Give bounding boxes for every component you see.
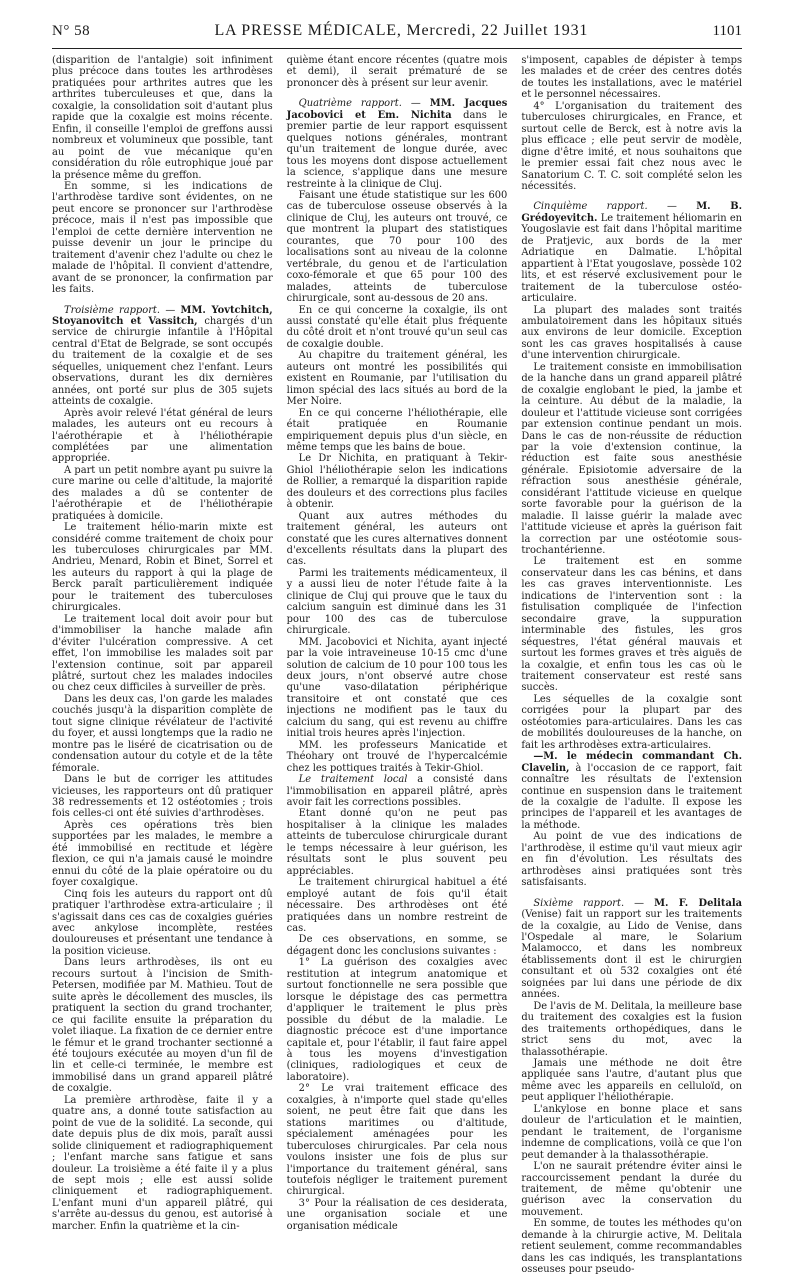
column-right: [521, 55, 743, 1276]
paragraph-text: Au point de vue des indications de l'arthrodèse, il estime qu'il vaut mieux agir en fin d'évolution. Les résultats des arthrodèses ainsi pratiquées sont très satisfaisants.: [521, 831, 743, 889]
page-header: [52, 22, 742, 48]
paragraph-text: Le traitement consiste en immobilisation de la hanche dans un grand appareil plâtré de coxalgie englobant le pied, la jambe et la ceinture. Au début de la maladie, la douleur et l'attitude vicieuse sont corrigées par extension continue pendant un mois. Dans le cas de non-réussite de réduction par la voie d'extension continue, la réduction est faite sous anesthésie générale. Episiotomie adversaire de la réfraction sous anesthésie générale, considérant l'attitude vicieuse en quelque sorte favorable pour la guérison de la maladie. Il laisse guérir la malade avec l'attitude vicieuse et après la guérison fait la correction par une ostéotomie sous-trochantérienne.: [521, 361, 743, 557]
paragraph: [287, 957, 508, 1083]
paragraph: [287, 808, 508, 877]
author-names: M. B. Grédoyevitch.: [521, 201, 743, 224]
paragraph-text: (disparition de l'antalgie) soit infiniment plus précoce dans toutes les arthrodèses pratiquées pour arthrites autres que les arthrites tuberculeuses et que, dans la coxalgie, la consolidation soit d'autant plus rapide que la coxalgie est moins récente. Enfin, il conseille l'emploi de greffons aussi nombreux et volumineux que possible, tant au point de vue mécanique qu'en considération du rôle eutrophique joué par la présence même du greffon.: [52, 55, 273, 181]
header-rule: [52, 48, 742, 49]
report-title: Sixième rapport.: [533, 897, 625, 909]
paragraph: [287, 55, 508, 89]
paragraph-text: dans le premier partie de leur rapport esquissent quelques notions générales, montrant qu'un traitement de longue durée, avec tous les moyens dont dispose actuellement la science, s'applique dans une mesure restreinte à la clinique de Cluj.: [286, 109, 508, 190]
paragraph-text: Le traitement local doit avoir pour but d'immobiliser la hanche malade afin d'éviter l'ulcération compressive. A cet effet, l'on immobilise les malades soit par l'extension continue, soit par appareil plâtré, surtout chez les malades indociles ou chez ceux difficiles à surveiller de près.: [52, 613, 273, 694]
paragraph: [521, 305, 742, 362]
paragraph: [52, 694, 273, 774]
paragraph: [521, 831, 742, 888]
paragraph: [52, 1095, 273, 1232]
paragraph: [52, 774, 273, 820]
report-title: Troisième rapport.: [64, 304, 161, 316]
paragraph: [287, 408, 508, 454]
paragraph-text: Après avoir relevé l'état général de leurs malades, les auteurs ont eu recours à l'aérothérapie et à l'héliothérapie complétées par une alimentation appropriée.: [52, 407, 273, 465]
paragraph-text: Le traitement chirurgical habituel a été employé autant de fois qu'il était nécessaire. Des arthrodèses ont été pratiquées dans un nombre restreint de cas.: [286, 877, 508, 934]
author-names: MM. Yovtchitch, Stoyanovitch et Vassitch,: [52, 304, 273, 327]
paragraph-text: La plupart des malades sont traités ambulatoirement dans les hôpitaux situés aux environs de leur domicile. Exception sont les cas graves hospitalisés à cause d'une intervention chirurgicale.: [521, 304, 743, 362]
paragraph: [52, 820, 273, 889]
paragraph-text: 2° Le vrai traitement efficace des coxalgies, à n'importe quel stade qu'elles soient, ne peut être fait que dans les stations maritimes ou d'altitude, spécialement aménagées pour les tuberculoses chirurgicales. Par cela nous voulons insister une fois de plus sur l'importance du traitement général, sans toutefois négliger le traitement purement chirurgical.: [286, 1083, 508, 1198]
paragraph: [287, 1198, 508, 1232]
paragraph: Troisième rapport. — MM. Yovtchitch, Stoyanovitch et Vassitch, chargés d'un service de chirurgie infantile à l'Hôpital central d'Etat de Belgrade, se sont occupés du traitement de la coxalgie et de ses séquelles, uniquement chez l'enfant. Leurs observations, durant les dix dernières années, ont porté sur plus de 305 sujets atteints de coxalgie.: [52, 304, 273, 408]
paragraph: [521, 1001, 742, 1058]
paragraph-text: s'imposent, capables de dépister à temps les malades et de créer des centres dotés de toutes les installations, avec le matériel et le personnel nécessaires.: [521, 55, 743, 101]
column-left: [52, 55, 273, 1232]
paragraph: [287, 740, 508, 774]
paragraph: [52, 614, 273, 694]
paragraph: [521, 1161, 742, 1218]
paragraph-text: Jamais une méthode ne doit être appliquée sans l'autre, d'autant plus que même avec les appareils en celluloïd, on peut appliquer l'héliothérapie.: [521, 1057, 743, 1104]
paragraph: [521, 694, 742, 751]
author-names: MM. Jacques Jacobovici et Em. Nichita: [286, 98, 508, 121]
paragraph: [287, 568, 508, 637]
report-title: Quatrième rapport.: [298, 98, 402, 110]
paragraph: [287, 1083, 508, 1198]
paragraph: [521, 101, 742, 193]
paragraph-text: MM. les professeurs Manicatide et Théohary ont trouvé de l'hypercalcémie chez les pottiques traités à Tekir-Ghiol.: [286, 739, 508, 774]
paragraph-text: De l'avis de M. Delitala, la meilleure base du traitement des coxalgies est la fusion des traitements orthopédiques, dans le strict sens du mot, avec la thalassothérapie.: [521, 1000, 743, 1058]
paragraph: [52, 889, 273, 958]
paragraph: [52, 465, 273, 522]
paragraph: [52, 181, 273, 296]
paragraph-text: 4° L'organisation du traitement des tuberculoses chirurgicales, en France, et surtout celle de Berck, est à notre avis la plus efficace ; elle peut servir de modèle, digne d'être imité, et nous souhaitons que le premier essai fait chez nous avec le Sanatorium C. T. C. soit complété selon les nécessités.: [521, 100, 743, 192]
paragraph: [52, 408, 273, 465]
paragraph-text: Dans le but de corriger les attitudes vicieuses, les rapporteurs ont dû pratiquer 38 redressements et 12 ostéotomies ; trois fois celles-ci ont été suivies d'arthrodèses.: [52, 774, 273, 820]
paragraph-text: Les séquelles de la coxalgie sont corrigées pour la plupart par des ostéotomies para-articulaires. Dans les cas de mobilités douloureuses de la hanche, on fait les arthrodèses extra-articulaires.: [521, 693, 743, 751]
paragraph: [287, 877, 508, 934]
text-columns: [52, 55, 743, 1276]
paragraph-text: Le traitement hélio-marin mixte est considéré comme traitement de choix pour les tuberculoses chirurgicales par MM. Andrieu, Menard, Robin et Binet, Sorrel et les auteurs du rapport à qui la plage de Berck paraît particulièrement indiquée pour le traitement des tuberculoses chirurgicales.: [52, 522, 273, 614]
paragraph: Quatrième rapport. — MM. Jacques Jacobovici et Em. Nichita dans le premier partie de leur rapport esquissent quelques notions générales, montrant qu'un traitement de longue durée, avec tous les moyens dont dispose actuellement la science, s'applique dans une mesure restreinte à la clinique de Cluj.: [286, 98, 508, 190]
paragraph: [52, 957, 273, 1094]
paragraph: [52, 55, 273, 181]
paragraph-text: a consisté dans l'immobilisation en appareil plâtré, après avoir fait les corrections possibles.: [286, 774, 508, 808]
paragraph: [521, 1218, 742, 1275]
paragraph: [287, 637, 508, 740]
paragraph: [287, 774, 508, 808]
paragraph: [521, 1104, 742, 1161]
paragraph: [521, 55, 742, 101]
author-names: —M. le médecin commandant Ch. Clavelin,: [521, 751, 743, 774]
paragraph: [52, 522, 273, 614]
paragraph: [521, 751, 742, 831]
paragraph-text: 3° Pour la réalisation de ces desiderata, une organisation sociale et une organisation médicale: [286, 1197, 508, 1232]
paragraph-text: L'on ne saurait prétendre éviter ainsi le raccourcissement pendant la durée du traitement, de même qu'obtenir une guérison avec la conservation du mouvement.: [521, 1161, 743, 1218]
paragraph: [521, 362, 742, 557]
issue-number: N° 58: [52, 23, 91, 39]
paragraph-text: Dans leurs arthrodèses, ils ont eu recours surtout à l'incision de Smith-Petersen, modifiée par M. Mathieu. Tout de suite après le décollement des muscles, ils pratiquent la section du grand trochanter, ce qui facilite ensuite la préparation du volet iliaque. La fixation de ce dernier entre le fémur et le grand trochanter sectionné a été toujours exécutée au moyen d'un fil de lin et celle-ci terminée, le membre est immobilisé dans un grand appareil plâtré de coxalgie.: [52, 957, 273, 1095]
paragraph-text: Le traitement est en somme conservateur dans les cas bénins, et dans les cas graves interventionniste. Les indications de l'intervention sont : la fistulisation compliquée de l'infection secondaire grave, la suppuration interminable des fistules, les gros séquestres, l'état général mauvais et surtout les formes graves et très aiguës de la coxalgie, et enfin tous les cas où le traitement conservateur est resté sans succès.: [521, 556, 743, 694]
paragraph: [287, 190, 508, 305]
paragraph-text: L'ankylose en bonne place et sans douleur de l'articulation et le maintien, pendant le traitement, de l'organisme indemne de complications, voilà ce que l'on peut demander à la thalassothérapie.: [521, 1103, 743, 1161]
paragraph-text: A part un petit nombre ayant pu suivre la cure marine ou celle d'altitude, la majorité des malades a dû se contenter de l'aérothérapie et de l'héliothérapie pratiquées à domicile.: [52, 464, 273, 522]
paragraph-text: Au chapitre du traitement général, les auteurs ont montré les possibilités qui existent en Roumanie, par l'utilisation du limon spécial des lacs situés au bord de la Mer Noire.: [286, 350, 508, 408]
paragraph-text: Le traitement héliomarin en Yougoslavie est fait dans l'hôpital maritime de Pratjevic, aux bords de la mer Adriatique en Dalmatie. L'hôpital appartient à l'Etat yougoslave, possède 102 lits, et est réservé exclusivement pour le traitement de la tuberculose ostéo-articulaire.: [521, 212, 743, 305]
paragraph-text: Faisant une étude statistique sur les 600 cas de tuberculose osseuse observés à la clinique de Cluj, les auteurs ont trouvé, ce que montrent la plupart des statistiques courantes, que 70 pour 100 des localisations sont au niveau de la colonne vertébrale, du genou et de l'articulation coxo-fémorale et que 65 pour 100 des malades, atteints de tuberculose chirurgicale, sont au-dessous de 20 ans.: [286, 189, 508, 305]
paragraph: [287, 934, 508, 957]
paragraph-text: Le Dr Nichita, en pratiquant à Tekir-Ghiol l'héliothérapie selon les indications de Rollier, a remarqué la disparition rapide des douleurs et des corrections plus faciles à obtenir.: [286, 453, 508, 511]
paragraph-text: La première arthrodèse, faite il y a quatre ans, a donné toute satisfaction au point de vue de la solidité. La seconde, qui date depuis plus de dix mois, paraît aussi solide cliniquement et radiographiquement ; l'enfant marche sans fatigue et sans douleur. La troisième a été faite il y a plus de sept mois ; elle est aussi solide cliniquement et radiographiquement. L'enfant muni d'un appareil plâtré, qui s'arrête au-dessus du genou, est autorisé à marcher. Enfin la quatrième et la cin-: [52, 1094, 273, 1232]
paragraph: [521, 1058, 742, 1104]
paragraph: Cinquième rapport. — M. B. Grédoyevitch. Le traitement héliomarin en Yougoslavie est fait dans l'hôpital maritime de Pratjevic, aux bords de la mer Adriatique en Dalmatie. L'hôpital appartient à l'Etat yougoslave, possède 102 lits, et est réservé exclusivement pour le traitement de la tuberculose ostéo-articulaire.: [521, 201, 743, 305]
paragraph-text: Dans les deux cas, l'on garde les malades couchés jusqu'à la disparition complète de tout signe clinique révélateur de l'activité du foyer, et aussi longtemps que la radio ne montre pas le liséré de cicatrisation ou de condensation autour du cotyle et de la tête fémorale.: [52, 693, 273, 774]
paragraph-text: En somme, si les indications de l'arthrodèse tardive sont évidentes, on ne peut encore se prononcer sur l'arthrodèse précoce, mais il n'est pas impossible que l'emploi de cette dernière intervention ne puisse devenir un jour le principe du traitement d'avenir chez l'adulte ou chez le malade de l'hôpital. Il convient d'attendre, avant de se prononcer, la confirmation par les faits.: [52, 180, 273, 296]
paragraph-text: chargés d'un service de chirurgie infantile à l'Hôpital central d'Etat de Belgrade, se sont occupés du traitement de la coxalgie et de ses séquelles, uniquement chez l'enfant. Leurs observations, durant les dix dernières années, ont porté sur plus de 305 sujets atteints de coxalgie.: [52, 315, 273, 408]
paragraph: Sixième rapport. — M. F. Delitala (Venise) fait un rapport sur les traitements de la coxalgie, au Lido de Venise, dans l'Ospedale al mare, le Solarium Malamocco, et dans les nombreux établissements dont il est le chirurgien consultant et où 532 coxalgies ont été soignées par lui dans une période de dix années.: [521, 897, 743, 1001]
author-names: M. F. Delitala: [654, 897, 743, 909]
paragraph-text: De ces observations, en somme, se dégagent donc les conclusions suivantes :: [286, 934, 508, 957]
paragraph-text: En ce qui concerne l'héliothérapie, elle était pratiquée en Roumanie empiriquement depuis plus d'un siècle, en même temps que les bains de boue.: [286, 407, 508, 453]
paragraph-text: En ce qui concerne la coxalgie, ils ont aussi constaté qu'elle était plus fréquente du côté droit et n'ont trouvé qu'un seul cas de coxalgie double.: [286, 304, 508, 350]
paragraph-text: quième étant encore récentes (quatre mois et demi), il serait prématuré de se prononcer dès à présent sur leur avenir.: [286, 55, 508, 89]
paragraph-text: Quant aux autres méthodes du traitement général, les auteurs ont constaté que les cures alternatives donnent d'excellents résultats dans la plupart des cas.: [286, 510, 508, 568]
publication-title: LA PRESSE MÉDICALE, Mercredi, 22 Juillet 1931: [214, 22, 589, 39]
report-title: Le traitement local: [298, 774, 408, 786]
column-middle: [286, 55, 508, 1232]
paragraph-text: En somme, de toutes les méthodes qu'on demande à la chirurgie active, M. Delitala retient seulement, comme recommandables dans les cas indiqués, les transplantations osseuses pour pseudo-: [521, 1218, 743, 1276]
report-title: Cinquième rapport.: [533, 201, 648, 213]
paragraph-text: MM. Jacobovici et Nichita, ayant injecté par la voie intraveineuse 10-15 cmc d'une solution de calcium de 10 pour 100 tous les deux jours, n'ont observé autre chose qu'une vaso-dilatation périphérique transitoire et ont constaté que ces injections ne modifient pas le taux du calcium du sang, qui est revenu au chiffre initial trois heures après l'injection.: [286, 636, 508, 740]
paragraph-text: 1° La guérison des coxalgies avec restitution at integrum anatomique et surtout fonctionnelle ne sera possible que lorsque le dépistage des cas permettra d'appliquer le traitement le plus près possible du début de la maladie. Le diagnostic précoce est d'une importance capitale et, pour l'établir, il faut faire appel à tous les moyens d'investigation (cliniques, radiologiques et ceux de laboratoire).: [286, 957, 508, 1083]
paragraph-text: Cinq fois les auteurs du rapport ont dû pratiquer l'arthrodèse extra-articulaire ; il s'agissait dans ces cas de coxalgies guéries avec ankylose incomplète, restées douloureuses et présentant une tendance à la position vicieuse.: [52, 888, 273, 957]
paragraph: [521, 556, 742, 693]
paragraph-text: Etant donné qu'on ne peut pas hospitaliser à la clinique les malades atteints de tuberculose chirurgicale durant le temps nécessaire à leur guérison, les résultats sont le plus souvent peu appréciables.: [286, 808, 508, 877]
paragraph: [287, 511, 508, 568]
paragraph-text: à l'occasion de ce rapport, fait connaître les résultats de l'extension continue en suspension dans le traitement de la coxalgie de l'adulte. Il expose les principes de l'appareil et les avantages de la méthode.: [521, 762, 743, 831]
paragraph-text: (Venise) fait un rapport sur les traitements de la coxalgie, au Lido de Venise, dans l'Ospedale al mare, le Solarium Malamocco, et dans les nombreux établissements dont il est le chirurgien consultant et où 532 coxalgies ont été soignées par lui dans une période de dix années.: [521, 909, 743, 1001]
paragraph: [287, 453, 508, 510]
paragraph-text: Après ces opérations très bien supportées par les malades, le membre a été immobilisé en rectitude et légère flexion, ce qui n'a jamais causé le moindre ennui du côté de la plaie opératoire ou du foyer coxalgique.: [52, 819, 273, 889]
paragraph-text: Parmi les traitements médicamenteux, il y a aussi lieu de noter l'étude faite à la clinique de Cluj qui prouve que le taux du calcium sanguin est diminué dans les 31 pour 100 des cas de tuberculose chirurgicale.: [286, 567, 508, 637]
paragraph: [287, 305, 508, 351]
page-number: 1101: [712, 23, 742, 39]
paragraph: [287, 350, 508, 407]
